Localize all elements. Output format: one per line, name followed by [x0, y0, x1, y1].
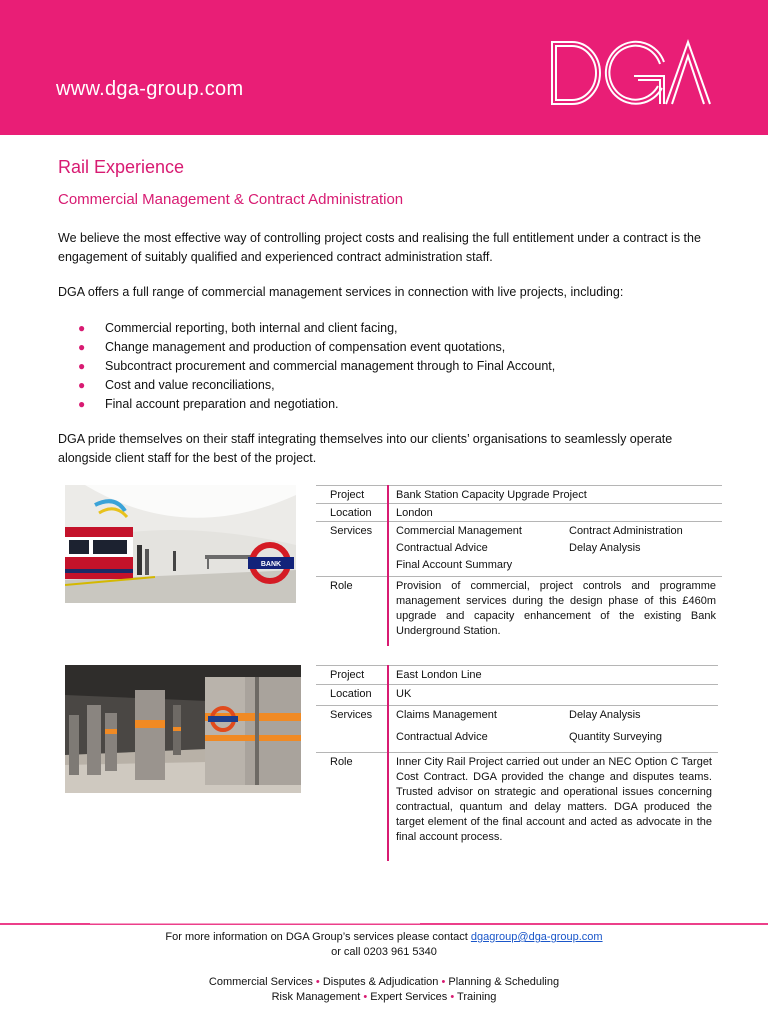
- role-label: Role: [330, 580, 353, 592]
- service-item: Contract Administration: [569, 525, 683, 537]
- footer-divider: [0, 923, 768, 925]
- bank-station-photo: [65, 485, 296, 603]
- header-banner: [0, 0, 768, 135]
- bullet-item: ● Final account preparation and negotiation.: [78, 395, 718, 414]
- service-item: Final Account Summary: [396, 559, 513, 571]
- table-divider: [387, 665, 389, 861]
- services-row: [316, 521, 722, 576]
- separator-dot: •: [441, 976, 446, 988]
- role-label: Role: [330, 756, 353, 768]
- project-table-east-london: [316, 665, 718, 861]
- location-value: UK: [396, 688, 412, 700]
- project-label: Project: [330, 489, 365, 501]
- project-name: East London Line: [396, 669, 482, 681]
- separator-dot: •: [450, 991, 455, 1003]
- intro-paragraph: We believe the most effective way of controlling project costs and realising the full entitlement under a contract is the engagement of suitably qualified and experienced contract administration staff.: [58, 231, 701, 264]
- bullet-icon: ●: [78, 340, 86, 354]
- bullet-icon: ●: [78, 397, 86, 411]
- services-intro-paragraph: DGA offers a full range of commercial management services in connection with live projects, including:: [58, 285, 624, 299]
- bullet-item: ● Change management and production of compensation event quotations,: [78, 338, 718, 357]
- bullet-item: ● Subcontract procurement and commercial management through to Final Account,: [78, 357, 718, 376]
- page-title: Rail Experience: [58, 157, 185, 177]
- service-item: Contractual Advice: [396, 542, 488, 554]
- project-table-bank: [316, 485, 722, 646]
- project-name: Bank Station Capacity Upgrade Project: [396, 489, 587, 501]
- role-description: Inner City Rail Project carried out under an NEC Option C Target Cost Contract. DGA provided the change and disputes teams. Trusted advisor on strategic and operational issues concerning contractual, quantum and delay matters. DGA produced the target element of the final account and acted as advocate in the final account process.: [396, 756, 712, 843]
- service-item: Contractual Advice: [396, 731, 488, 743]
- separator-dot: •: [363, 991, 368, 1003]
- page-subtitle: Commercial Management & Contract Administration: [58, 191, 404, 208]
- service-item: Claims Management: [396, 709, 497, 721]
- dga-logo: [548, 38, 713, 108]
- bullet-icon: ●: [78, 378, 86, 392]
- bullet-item: ● Commercial reporting, both internal and client facing,: [78, 319, 718, 338]
- service-item: Delay Analysis: [569, 709, 641, 721]
- role-row: [316, 752, 718, 861]
- separator-dot: •: [315, 976, 320, 988]
- bullet-item: ● Cost and value reconciliations,: [78, 376, 718, 395]
- location-row: [316, 503, 722, 521]
- footer-services-line-2: Risk Management • Expert Services • Training: [271, 991, 497, 1003]
- location-value: London: [396, 507, 433, 519]
- pride-paragraph: DGA pride themselves on their staff integrating themselves into our clients’ organisations to seamlessly operate alongside client staff for the best of the project.: [58, 432, 673, 465]
- location-label: Location: [330, 507, 372, 519]
- footer-contact: For more information on DGA Group’s services please contact dgagroup@dga-group.com: [165, 931, 603, 943]
- services-label: Services: [330, 709, 373, 721]
- bullet-icon: ●: [78, 321, 86, 335]
- website-url[interactable]: www.dga-group.com: [56, 78, 244, 100]
- project-row: [316, 665, 718, 684]
- footer-phone: or call 0203 961 5340: [331, 946, 437, 958]
- service-item: Quantity Surveying: [569, 731, 662, 743]
- role-row: [316, 576, 722, 646]
- service-item: Delay Analysis: [569, 542, 641, 554]
- services-label: Services: [330, 525, 373, 537]
- footer-services-line-1: Commercial Services • Disputes & Adjudication • Planning & Scheduling: [208, 976, 560, 988]
- bank-sign-text: BANK: [260, 561, 282, 568]
- east-london-line-photo: [65, 665, 301, 793]
- role-description: Provision of commercial, project controls and programme management services during the design phase of this £460m upgrade and capacity enhancement of the existing Bank Underground Station.: [396, 580, 716, 637]
- location-label: Location: [330, 688, 372, 700]
- location-row: [316, 684, 718, 705]
- project-label: Project: [330, 669, 365, 681]
- table-divider: [387, 485, 389, 646]
- services-bullet-list: [78, 319, 718, 414]
- bullet-icon: ●: [78, 359, 86, 373]
- email-link[interactable]: dgagroup@dga-group.com: [470, 931, 603, 943]
- services-row: [316, 705, 718, 752]
- service-item: Commercial Management: [396, 525, 522, 537]
- project-row: [316, 485, 722, 503]
